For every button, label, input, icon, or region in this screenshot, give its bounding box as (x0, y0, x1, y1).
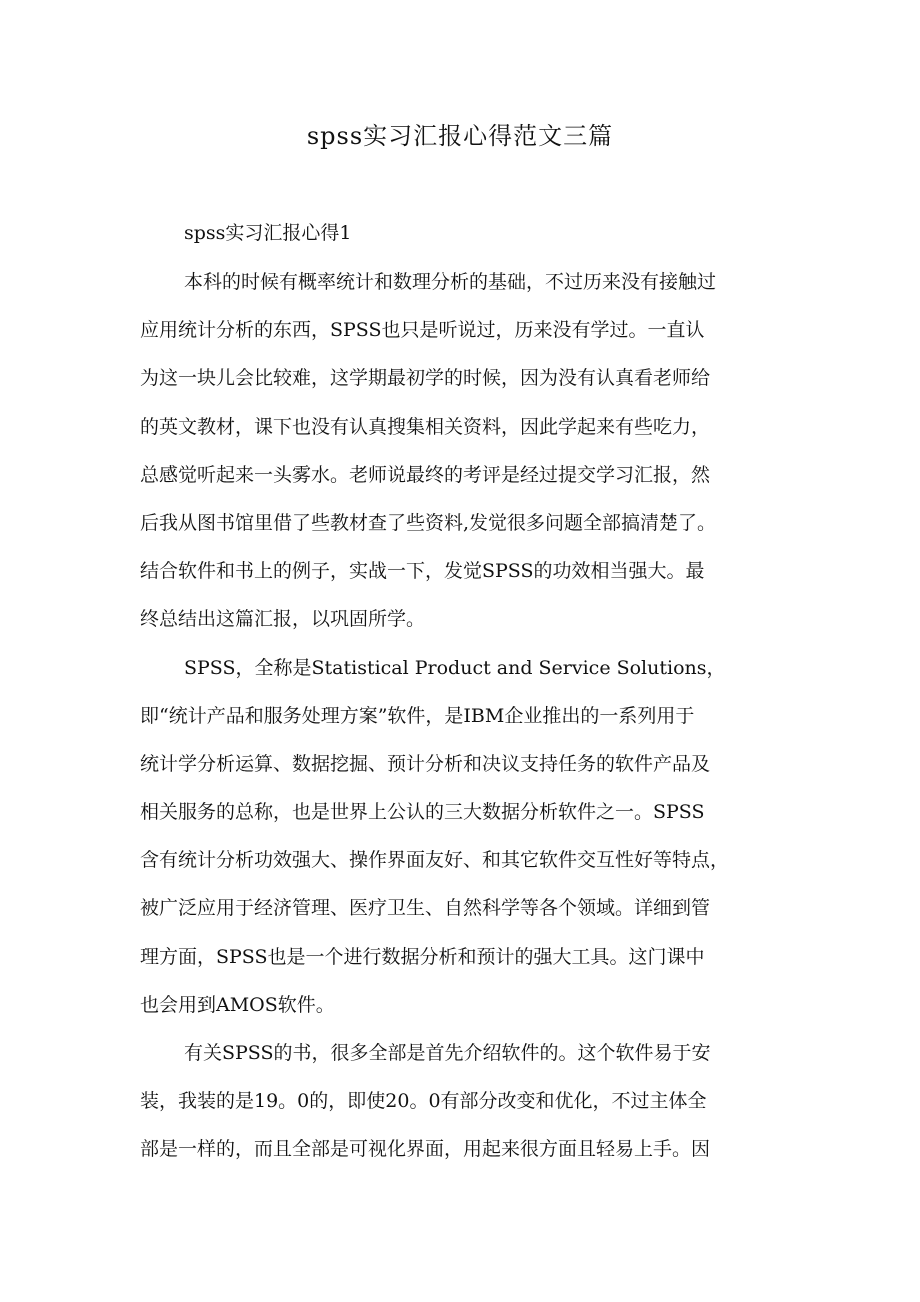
text-line: 含有统计分析功效强大、操作界面友好、和其它软件交互性好等特点， (140, 849, 730, 872)
text-line: 也会用到AMOS软件。 (140, 993, 335, 1016)
document-body (140, 258, 785, 1174)
text-line: 装，我装的是19。0的，即使20。0有部分改变和优化，不过主体全 (140, 1090, 707, 1113)
paragraph-3 (140, 1029, 785, 1174)
text-line: 后我从图书馆里借了些教材查了些资料,发觉很多问题全部搞清楚了。 (140, 511, 717, 534)
section-heading: spss实习汇报心得1 (184, 222, 352, 244)
paragraph-2 (140, 644, 785, 1030)
text-line: 总感觉听起来一头雾水。老师说最终的考评是经过提交学习汇报，然 (140, 463, 711, 486)
text-line: 为这一块儿会比较难，这学期最初学的时候，因为没有认真看老师给 (140, 367, 711, 390)
text-line: 即“统计产品和服务处理方案”软件，是IBM企业推出的一系列用于 (140, 704, 695, 727)
text-line: 被广泛应用于经济管理、医疗卫生、自然科学等各个领域。详细到管 (140, 897, 711, 920)
document-title: spss实习汇报心得范文三篇 (306, 122, 614, 150)
paragraph-1 (140, 258, 785, 644)
text-line: 部是一样的，而且全部是可视化界面，用起来很方面且轻易上手。因 (140, 1138, 711, 1161)
text-line: 结合软件和书上的例子，实战一下，发觉SPSS的功效相当强大。最 (140, 560, 705, 583)
text-line: 统计学分析运算、数据挖掘、预计分析和决议支持任务的软件产品及 (140, 752, 711, 775)
text-line: SPSS，全称是Statistical Product and Service Solutions， (184, 656, 726, 679)
text-line: 终总结出这篇汇报，以巩固所学。 (140, 608, 426, 631)
text-line: 理方面，SPSS也是一个进行数据分析和预计的强大工具。这门课中 (140, 945, 705, 968)
text-line: 有关SPSS的书，很多全部是首先介绍软件的。这个软件易于安 (184, 1042, 711, 1064)
text-line: 应用统计分析的东西，SPSS也只是听说过，历来没有学过。一直认 (140, 319, 705, 342)
text-line: 的英文教材，课下也没有认真搜集相关资料，因此学起来有些吃力， (140, 415, 711, 438)
text-line: 相关服务的总称，也是世界上公认的三大数据分析软件之一。SPSS (140, 801, 705, 824)
text-line: 本科的时候有概率统计和数理分析的基础，不过历来没有接触过 (184, 271, 717, 293)
